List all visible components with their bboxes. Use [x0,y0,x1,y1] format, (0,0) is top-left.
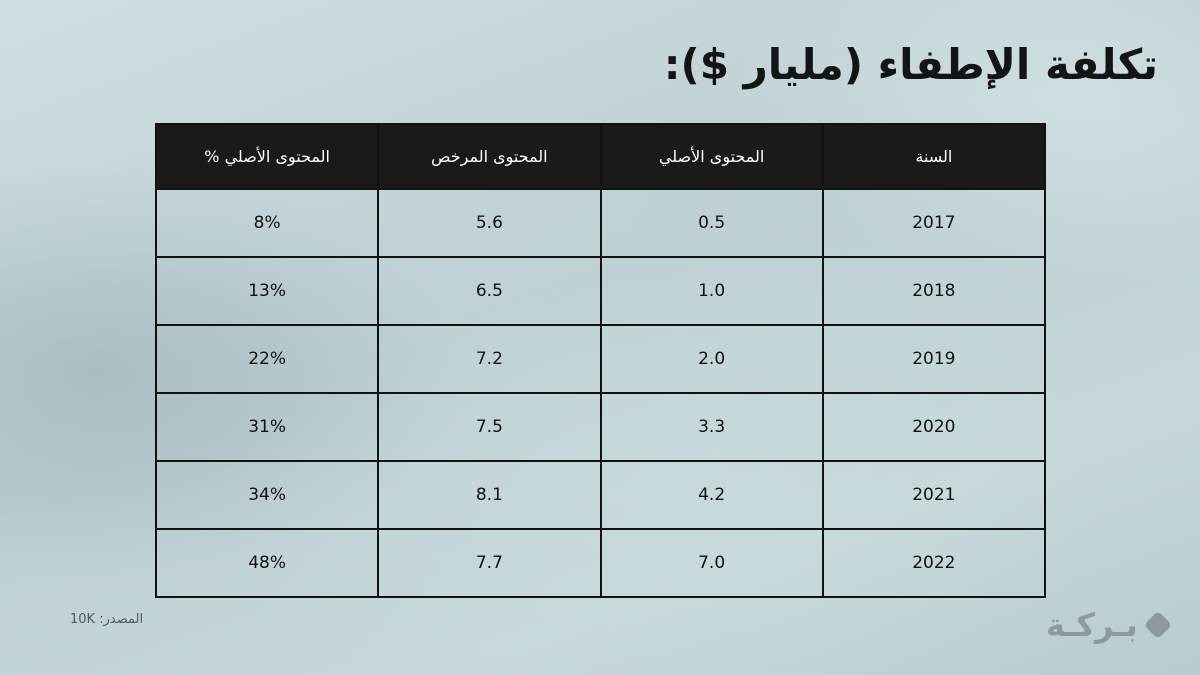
cell-original-percent: 8% [156,189,378,257]
source-note: المصدر: 10K [70,612,144,627]
brand-logo [1046,598,1176,652]
cell-licensed-content: 8.1 [378,461,600,529]
cell-year: 2018 [823,257,1045,325]
brand-diamond-icon [1144,611,1172,639]
table-row [156,529,1045,597]
amortization-table [155,123,1046,598]
cell-original-percent: 34% [156,461,378,529]
cell-original-content: 3.3 [601,393,823,461]
table-row [156,189,1045,257]
cell-original-content: 7.0 [601,529,823,597]
cell-year: 2020 [823,393,1045,461]
cell-year: 2017 [823,189,1045,257]
cell-licensed-content: 5.6 [378,189,600,257]
brand-wordmark: بـركـة [1046,606,1138,644]
cell-original-percent: 13% [156,257,378,325]
cell-licensed-content: 7.2 [378,325,600,393]
cell-original-content: 4.2 [601,461,823,529]
cell-original-percent: 48% [156,529,378,597]
table-row [156,325,1045,393]
cell-year: 2021 [823,461,1045,529]
cell-original-percent: 22% [156,325,378,393]
header-licensed-content: المحتوى المرخص [378,124,600,189]
cell-original-content: 0.5 [601,189,823,257]
cell-licensed-content: 6.5 [378,257,600,325]
table-header-row [156,124,1045,189]
table-row [156,393,1045,461]
cell-original-percent: 31% [156,393,378,461]
cell-original-content: 2.0 [601,325,823,393]
header-year: السنة [823,124,1045,189]
cell-licensed-content: 7.5 [378,393,600,461]
table-row [156,257,1045,325]
cell-licensed-content: 7.7 [378,529,600,597]
cell-year: 2022 [823,529,1045,597]
header-original-content: المحتوى الأصلي [601,124,823,189]
slide-title: تكلفة الإطفاء (مليار $): [663,40,1158,89]
cell-year: 2019 [823,325,1045,393]
table-row [156,461,1045,529]
cell-original-content: 1.0 [601,257,823,325]
header-original-content-percent: المحتوى الأصلي % [156,124,378,189]
